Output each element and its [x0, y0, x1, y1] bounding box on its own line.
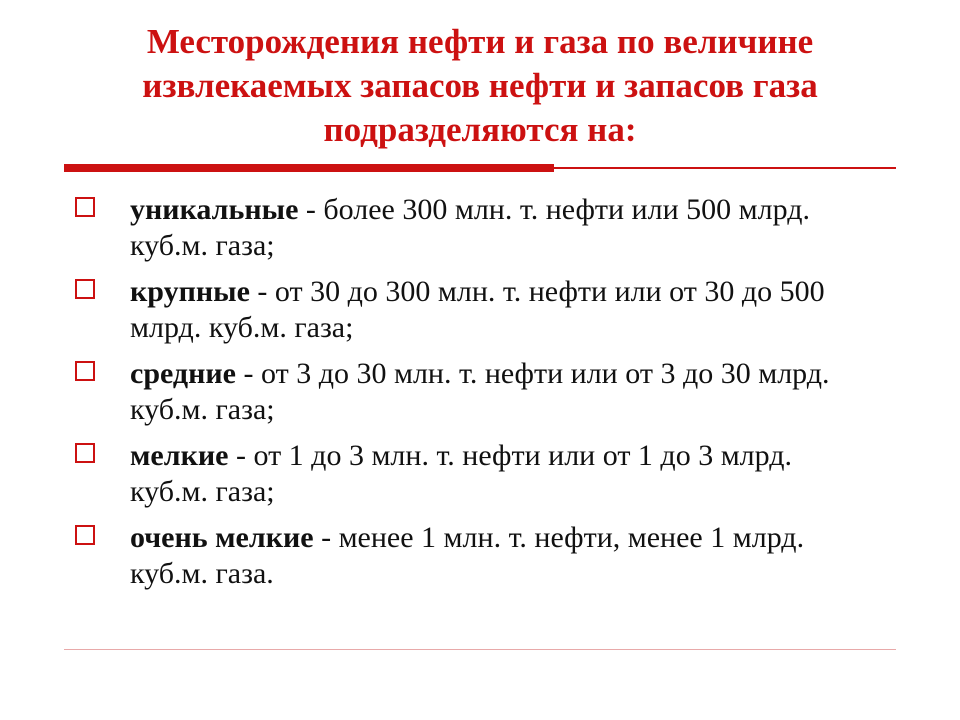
- list-item: [70, 192, 870, 264]
- footer-divider: [64, 649, 896, 650]
- list-item: [70, 274, 870, 346]
- title-line-2: извлекаемых запасов нефти и запасов газа: [142, 66, 818, 105]
- square-bullet-icon: [75, 443, 95, 463]
- item-term: уникальные: [130, 193, 299, 226]
- classification-list: [70, 192, 870, 602]
- item-description: - более 300 млн. т. нефти или 500 млрд. куб.м. газа;: [130, 193, 810, 262]
- square-bullet-icon: [75, 279, 95, 299]
- list-item: [70, 438, 870, 510]
- square-bullet-icon: [75, 197, 95, 217]
- title-line-1: Месторождения нефти и газа по величине: [146, 22, 814, 61]
- square-bullet-icon: [75, 361, 95, 381]
- list-item: [70, 356, 870, 428]
- item-term: крупные: [130, 275, 250, 308]
- item-term: мелкие: [130, 439, 229, 472]
- square-bullet-icon: [75, 525, 95, 545]
- list-item: [70, 520, 870, 592]
- item-term: очень мелкие: [130, 521, 314, 554]
- item-description: - менее 1 млн. т. нефти, менее 1 млрд. куб.м. газа.: [130, 521, 805, 590]
- item-description: - от 3 до 30 млн. т. нефти или от 3 до 30 млрд. куб.м. газа;: [130, 357, 830, 426]
- item-term: средние: [130, 357, 236, 390]
- item-description: - от 1 до 3 млн. т. нефти или от 1 до 3 млрд. куб.м. газа;: [130, 439, 793, 508]
- slide-title: [40, 20, 920, 152]
- title-divider-thick: [64, 164, 554, 172]
- item-description: - от 30 до 300 млн. т. нефти или от 30 до 500 млрд. куб.м. газа;: [130, 275, 825, 344]
- title-divider-thin: [554, 167, 896, 169]
- title-line-3: подразделяются на:: [323, 110, 637, 149]
